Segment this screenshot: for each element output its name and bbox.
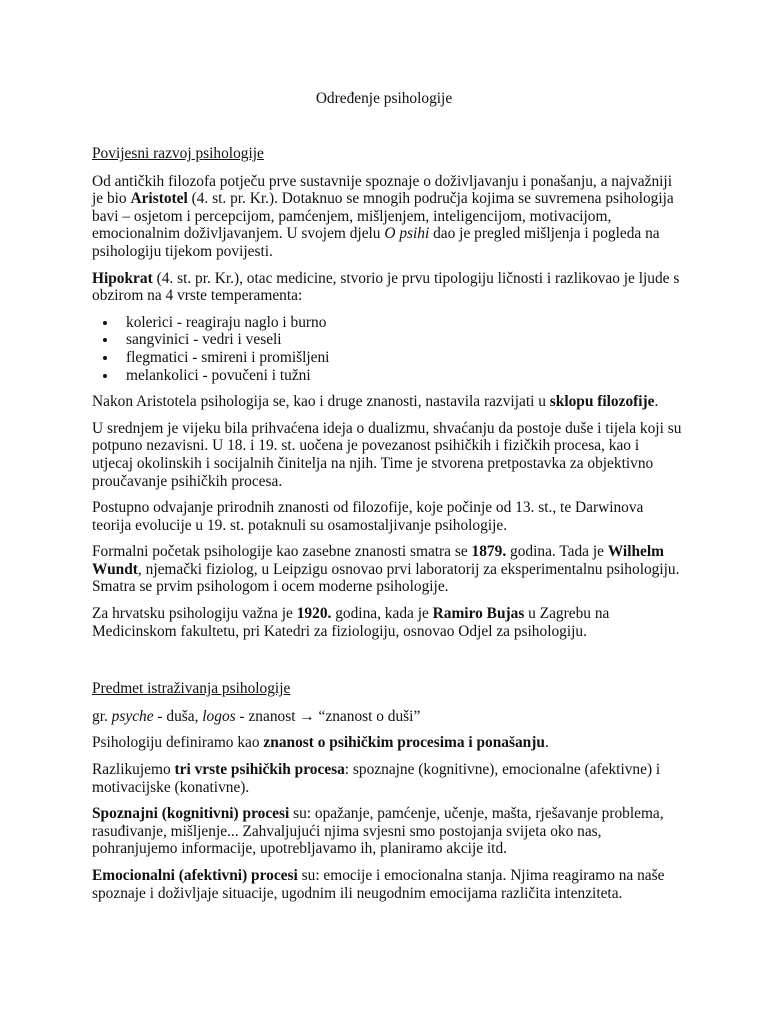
italic-psyche: psyche [111, 707, 154, 725]
paragraph-bujas [92, 605, 682, 640]
list-item: • flegmatici - smireni i promišljeni [118, 349, 682, 367]
text-run: godina. Tada je [506, 543, 608, 561]
text-run: (4. st. pr. Kr.). Dotaknuo se mnogih područja kojima se suvremena psihologija bavi – osjetom i percepcijom, pamćenjem, mišljenjem, inteligencijom, motivacijom, emocionalnim doživljavanjem. U svojem djelu [92, 190, 674, 243]
paragraph-aristotle [92, 173, 682, 261]
text-run: , njemački fiziolog, u Leipzigu osnovao prvi laboratorij za eksperimentalnu psihologiju. Smatra se prvim psihologom i ocem moderne psihologije. [92, 560, 680, 596]
paragraph-cognitive [92, 805, 682, 858]
bold-hipokrat: Hipokrat [92, 269, 153, 287]
text-run: Nakon Aristotela psihologija se, kao i druge znanosti, nastavila razvijati u [92, 393, 550, 411]
bold-year-1920: 1920. [296, 605, 332, 623]
paragraph-process-types [92, 761, 682, 796]
text-run: u Zagrebu na Medicinskom fakultetu, pri Katedri za fiziologiju, osnovao Odjel za psihologiju. [92, 605, 610, 640]
text-run: Od antičkih filozofa potječu prve sustavnije spoznaje o doživljavanju i ponašanju, a najvažniji je bio [92, 172, 672, 208]
document-body [92, 145, 682, 911]
text-run: su: opažanje, pamćenje, učenje, mašta, rješavanje problema, rasuđivanje, mišljenje... Zahvaljujući njima svjesni smo postojanja svijeta oko nas, pohranjujemo informacije, upotrebljavamo ih, planiramo akcije itd. [92, 805, 664, 858]
section-heading-history: Povijesni razvoj psihologije [92, 145, 264, 162]
list-item: • sangvinici - vedri i veseli [118, 331, 682, 349]
text-run: su: emocije i emocionalna stanja. Njima reagiramo na naše spoznaje i doživljaje situacije, ugodnim ili neugodnim emocijama različita intenziteta. [92, 867, 665, 902]
text-run: . [654, 393, 659, 411]
text-run: - duša, [153, 707, 203, 725]
bold-ramiro-bujas: Ramiro Bujas [432, 605, 525, 623]
text-run: Za hrvatsku psihologiju važna je [92, 605, 297, 623]
temperament-list [92, 314, 682, 384]
text-run: - znanost → “znanost o duši” [235, 707, 421, 725]
bold-year-1879: 1879. [471, 543, 507, 561]
paragraph-separation: Postupno odvajanje prirodnih znanosti od filozofije, koje počinje od 13. st., te Darwinova teorija evolucije u 19. st. potaknuli su osamostaljivanje psihologije. [92, 499, 644, 534]
paragraph-definition [92, 734, 682, 752]
document-title: Određenje psihologije [315, 90, 453, 107]
paragraph-philosophy [92, 393, 682, 411]
text-run: godina, kada je [331, 605, 433, 623]
text-run: dao je pregled mišljenja i pogleda na psihologiju tijekom povijesti. [92, 225, 660, 260]
text-run: . [544, 734, 549, 752]
text-run: Psihologiju definiramo kao [92, 734, 264, 752]
bold-emotional: Emocionalni (afektivni) procesi [92, 867, 298, 884]
text-run: Formalni početak psihologije kao zasebne znanosti smatra se [92, 543, 472, 561]
paragraph-etymology [92, 708, 682, 726]
paragraph-emotional [92, 867, 682, 902]
paragraph-wundt [92, 543, 682, 596]
italic-logos: logos [202, 707, 236, 725]
italic-o-psihi: O psihi [384, 225, 430, 243]
text-run: : spoznajne (kognitivne), emocionalne (afektivne) i motivacijske (konativne). [92, 761, 661, 796]
bold-cognitive: Spoznajni (kognitivni) procesi [92, 805, 290, 823]
list-item: • melankolici - povučeni i tužni [118, 367, 682, 385]
bold-sklopu-filozofije: sklopu filozofije [549, 393, 655, 411]
paragraph-middle-ages: U srednjem je vijeku bila prihvaćena ideja o dualizmu, shvaćanju da postoje duše i tijela koji su potpuno nezavisni. U 18. i 19. st. uočena je povezanost psihičkih i fizičkih procesa, kao i utjecaj okolinskih i socijalnih činitelja na njih. Time je stvorena pretpostavka za objektivno proučavanje psihičkih procesa. [92, 419, 682, 490]
paragraph-hippocrates [92, 270, 682, 305]
bold-wilhelm-wundt: Wilhelm Wundt [92, 543, 664, 578]
bold-definition: znanost o psihičkim procesima i ponašanju [263, 734, 545, 752]
text-run: (4. st. pr. Kr.), otac medicine, stvorio je prvu tipologiju ličnosti i razlikovao je ljude s obzirom na 4 vrste temperamenta: [92, 269, 680, 305]
text-run: gr. [92, 707, 112, 725]
bold-three-types: tri vrste psihičkih procesa [174, 761, 345, 779]
bold-aristotel: Aristotel [130, 190, 188, 208]
list-item: • kolerici - reagiraju naglo i burno [118, 314, 682, 332]
section-heading-subject: Predmet istraživanja psihologije [92, 680, 291, 698]
text-run: Razlikujemo [92, 761, 175, 779]
